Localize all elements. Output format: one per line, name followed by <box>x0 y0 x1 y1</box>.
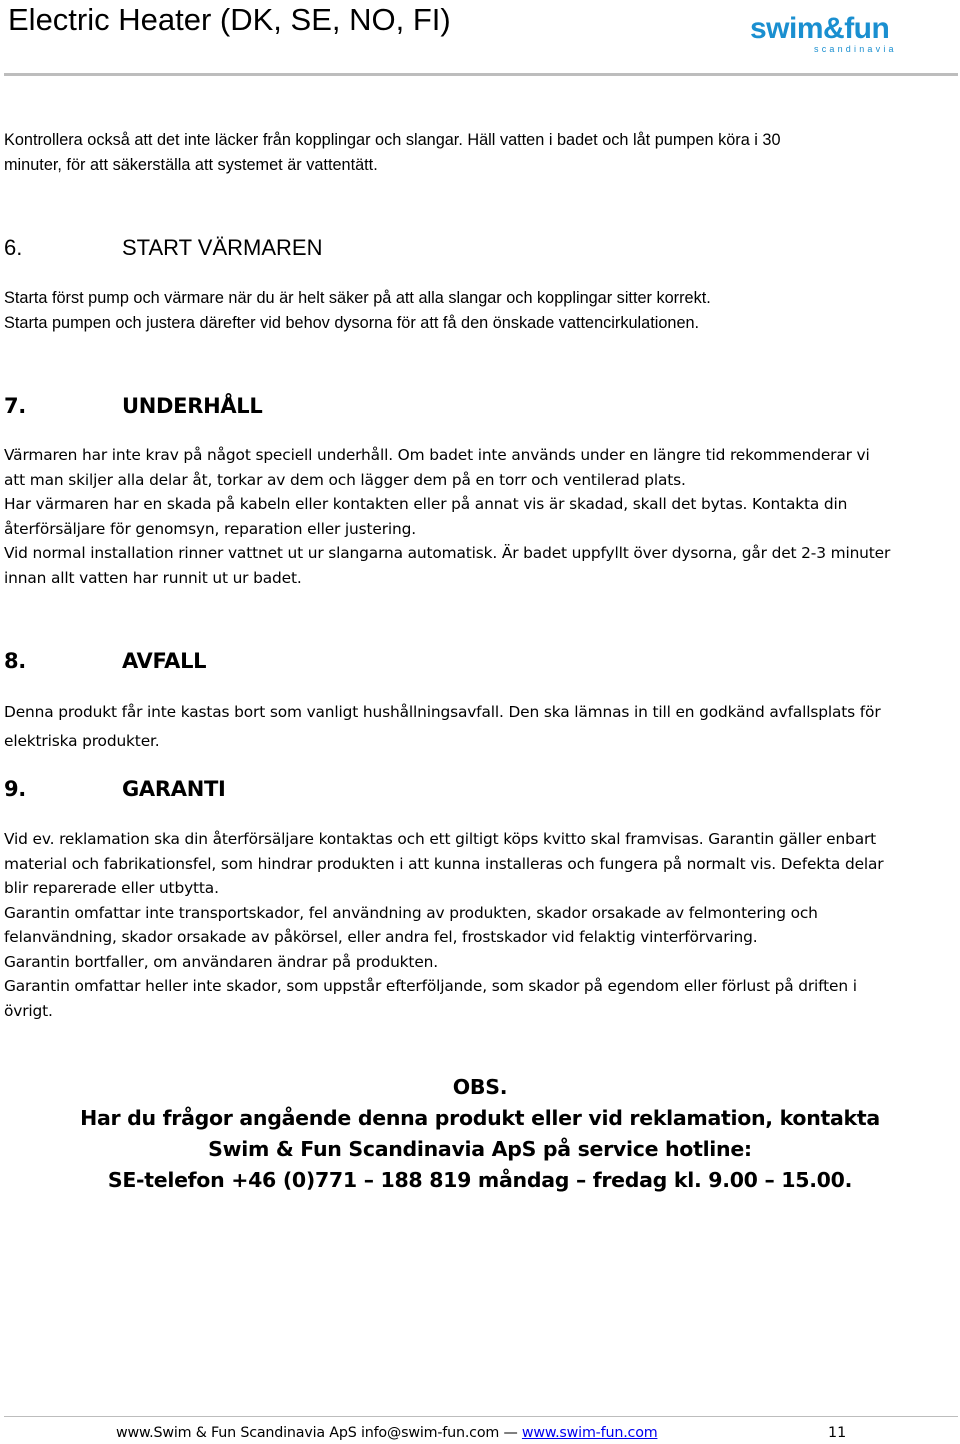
section-heading-warranty <box>4 776 226 802</box>
section-title: GARANTI <box>122 777 226 801</box>
text-line: återförsäljare för genomsyn, reparation eller justering. <box>4 519 417 538</box>
section-heading-waste <box>4 648 206 674</box>
document-title: Electric Heater (DK, SE, NO, FI) <box>8 2 451 37</box>
text-line: elektriska produkter. <box>4 732 160 750</box>
section-heading-maintenance <box>4 393 262 419</box>
text-line: Kontrollera också att det inte läcker från kopplingar och slangar. Häll vatten i badet och låt pumpen köra i 30 <box>4 131 781 149</box>
notice-line: Har du frågor angående denna produkt eller vid reklamation, kontakta <box>80 1106 880 1130</box>
notice-heading: OBS. <box>452 1075 508 1099</box>
text-line: blir reparerade eller utbytta. <box>4 879 219 897</box>
notice-line: Swim & Fun Scandinavia ApS på service hotline: <box>208 1137 752 1161</box>
text-line: Värmaren har inte krav på något speciell underhåll. Om badet inte används under en längre tid rekommenderar vi <box>4 446 870 464</box>
svg-text:swim&fun: swim&fun <box>750 12 890 45</box>
section-number: 8. <box>4 649 26 673</box>
page-footer <box>116 1423 657 1443</box>
section-number: 9. <box>4 777 26 801</box>
header-divider <box>4 73 958 76</box>
text-line: Garantin omfattar inte transportskador, fel användning av produkten, skador orsakade av felmontering och <box>4 903 818 922</box>
text-line: Har värmaren har en skada på kabeln eller kontakten eller på annat vis är skadad, skall det bytas. Kontakta din <box>4 495 848 513</box>
footer-divider <box>4 1416 958 1417</box>
text-line: material och fabrikationsfel, som hindrar produkten i att kunna installeras och fungera på normalt vis. Defekta delar <box>4 854 884 873</box>
text-line: Garantin omfattar heller inte skador, som uppstår efterföljande, som skador på egendom eller förlust på driften i <box>4 977 857 995</box>
section-number: 6. <box>4 235 23 260</box>
intro-paragraph <box>4 128 956 177</box>
text-line: Vid ev. reklamation ska din återförsäljare kontaktas och ett giltigt köps kvitto skal framvisas. Garantin gäller enbart <box>4 830 877 848</box>
section-body-waste <box>4 698 956 756</box>
footer-text: www.Swim & Fun Scandinavia ApS info@swim-fun.com — <box>116 1425 518 1441</box>
svg-text:scandinavia: scandinavia <box>814 44 897 54</box>
section-heading-start <box>4 235 322 261</box>
section-body-maintenance <box>4 443 956 590</box>
section-title: START VÄRMAREN <box>122 235 323 260</box>
text-line: att man skiljer alla delar åt, torkar av dem och lägger dem på en torr och ventilerad plats. <box>4 470 686 489</box>
text-line: Garantin bortfaller, om användaren ändrar på produkten. <box>4 952 438 971</box>
website-link[interactable]: www.swim-fun.com <box>521 1425 658 1441</box>
text-line: minuter, för att säkerställa att systemet är vattentätt. <box>4 155 378 174</box>
swim-and-fun-logo <box>748 6 908 56</box>
notice-line: SE-telefon +46 (0)771 – 188 819 måndag – fredag kl. 9.00 – 15.00. <box>107 1168 853 1192</box>
text-line: Denna produkt får inte kastas bort som vanligt hushållningsavfall. Den ska lämnas in till en godkänd avfallsplats för <box>4 703 881 721</box>
section-number: 7. <box>4 394 26 418</box>
section-body-warranty <box>4 827 956 1023</box>
page-number: 11 <box>828 1425 847 1441</box>
text-line: Starta först pump och värmare när du är helt säker på att alla slangar och kopplingar sitter korrekt. <box>4 289 711 307</box>
service-notice <box>0 1072 960 1196</box>
text-line: felanvändning, skador orsakade av påkörsel, eller andra fel, frostskador vid felaktig vinterförvaring. <box>4 928 758 946</box>
text-line: Vid normal installation rinner vattnet ut ur slangarna automatisk. Är badet uppfyllt över dysorna, går det 2-3 minuter <box>4 544 891 562</box>
section-title: UNDERHÅLL <box>122 394 263 418</box>
text-line: Starta pumpen och justera därefter vid behov dysorna för att få den önskade vattencirkulationen. <box>4 313 700 332</box>
section-title: AVFALL <box>122 649 207 673</box>
text-line: övrigt. <box>4 1001 53 1020</box>
text-line: innan allt vatten har runnit ut ur badet. <box>4 568 302 587</box>
section-body-start <box>4 286 956 335</box>
